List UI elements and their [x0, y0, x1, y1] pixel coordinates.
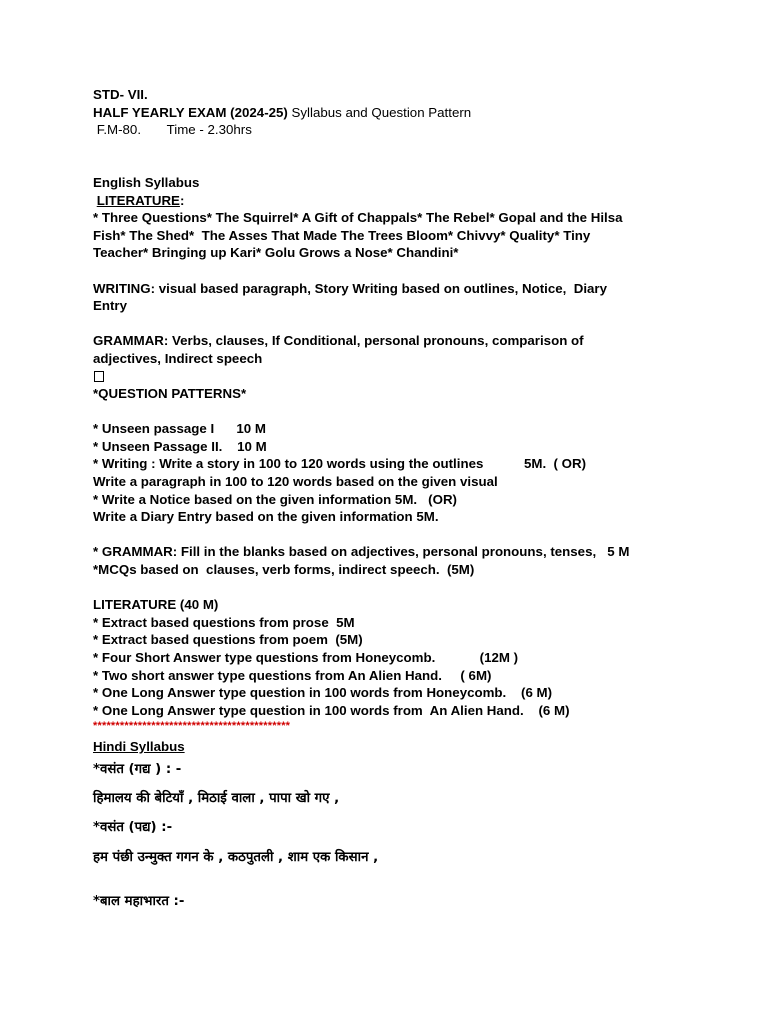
literature-question: * Two short answer type questions from An Alien Hand. ( 6M) [93, 667, 492, 683]
literature-question: * Four Short Answer type questions from Honeycomb. (12M ) [93, 650, 519, 665]
hindi-poetry-heading: *वसंत (पद्य) :- [93, 819, 173, 835]
exam-title: HALF YEARLY EXAM (2024-25) [93, 104, 288, 120]
hindi-prose-heading: *वसंत (गद्य ) : - [93, 761, 182, 777]
empty-box-icon [94, 371, 104, 382]
placeholder-box-line [93, 368, 733, 386]
literature-marks-heading: LITERATURE (40 M) [93, 597, 219, 613]
writing-line: Entry [93, 298, 127, 314]
literature-line: * Three Questions* The Squirrel* A Gift of Chappals* The Rebel* Gopal and the Hilsa [93, 210, 623, 226]
literature-question: * Extract based questions from prose 5M [93, 614, 355, 630]
pattern-line: Write a Diary Entry based on the given information 5M. [93, 509, 439, 525]
pattern-line: * Unseen passage I 10 M [93, 421, 266, 437]
english-syllabus-title: English Syllabus [93, 174, 200, 190]
pattern-line: * Writing : Write a story in 100 to 120 words using the outlines 5M. ( OR) [93, 456, 587, 472]
marks-time-line: F.M-80. Time - 2.30hrs [93, 122, 252, 138]
literature-question: * Extract based questions from poem (5M) [93, 632, 363, 648]
exam-title-line [93, 104, 733, 122]
question-patterns-heading: *QUESTION PATTERNS* [93, 386, 247, 402]
literature-question: * One Long Answer type question in 100 words from Honeycomb. (6 M) [93, 685, 553, 701]
pattern-line: * Write a Notice based on the given information 5M. (OR) [93, 491, 457, 507]
literature-heading: LITERATURE [96, 192, 180, 208]
pattern-line: Write a paragraph in 100 to 120 words based on the given visual [93, 474, 498, 490]
pattern-line: * GRAMMAR: Fill in the blanks based on adjectives, personal pronouns, tenses, 5 M [93, 544, 630, 560]
exam-subtitle: Syllabus and Question Pattern [287, 104, 472, 120]
pattern-line: *MCQs based on clauses, verb forms, indirect speech. (5M) [93, 562, 475, 578]
literature-question: * One Long Answer type question in 100 words from An Alien Hand. (6 M) [93, 702, 570, 718]
literature-line: Teacher* Bringing up Kari* Golu Grows a Nose* Chandini* [93, 245, 459, 261]
syllabus-page [93, 86, 733, 912]
literature-line: Fish* The Shed* The Asses That Made The Trees Bloom* Chivvy* Quality* Tiny [93, 227, 591, 243]
hindi-poetry-items: हम पंछी उन्मुक्त गगन के , कठपुतली , शाम एक किसान , [93, 849, 379, 865]
literature-heading-line [93, 192, 733, 210]
literature-colon: : [179, 192, 185, 208]
grammar-line: GRAMMAR: Verbs, clauses, If Conditional, personal pronouns, comparison of [93, 333, 584, 349]
hindi-mahabharat-heading: *बाल महाभारत :- [93, 893, 185, 909]
std-line: STD- VII. [93, 87, 148, 102]
grammar-line: adjectives, Indirect speech [93, 350, 263, 366]
hindi-syllabus-title: Hindi Syllabus [93, 739, 185, 755]
hindi-prose-items: हिमालय की बेटियाँ , मिठाई वाला , पापा खो गए , [93, 790, 340, 806]
writing-line: WRITING: visual based paragraph, Story Writing based on outlines, Notice, Diary [93, 280, 607, 296]
separator-stars: ******************************************** [93, 720, 291, 733]
pattern-line: * Unseen Passage II. 10 M [93, 438, 267, 454]
